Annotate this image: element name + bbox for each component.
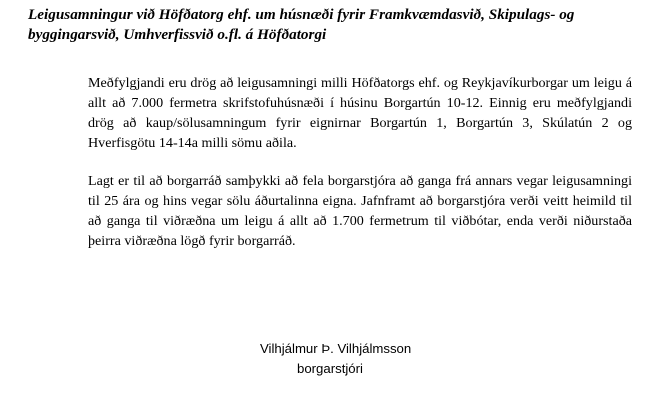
document-title: Leigusamningur við Höfðatorg ehf. um húsnæði fyrir Framkvæmdasvið, Skipulags- og byggingarsvið, Umhverfissvið o.fl. á Höfðatorgi: [28, 6, 575, 43]
body-paragraph-2: Lagt er til að borgarráð samþykki að fela borgarstjóra að ganga frá annars vegar leigusamningi til 25 ára og hins vegar sölu áðurtalinna eigna. Jafnframt að borgarstjóra verði veitt heimild til að ganga til viðræðna um leigu á allt að 1.700 fermetrum til viðbótar, enda verði niðurstaða þeirra viðræðna lögð fyrir borgarráð.: [88, 173, 632, 249]
body-paragraph-1: Meðfylgjandi eru drög að leigusamningi milli Höfðatorgs ehf. og Reykjavíkurborgar um leigu á allt að 7.000 fermetra skrifstofuhúsnæði í húsinu Borgartún 10-12. Einnig eru meðfylgjandi drög að kaup/sölusamningum fyrir eignirnar Borgartún 1, Borgartún 3, Skúlatún 2 og Hverfisgötu 14-14a milli sömu aðila.: [88, 75, 632, 151]
signatory-name: Vilhjálmur Þ. Vilhjálmsson: [260, 341, 412, 356]
signatory-title: borgarstjóri: [297, 361, 363, 376]
